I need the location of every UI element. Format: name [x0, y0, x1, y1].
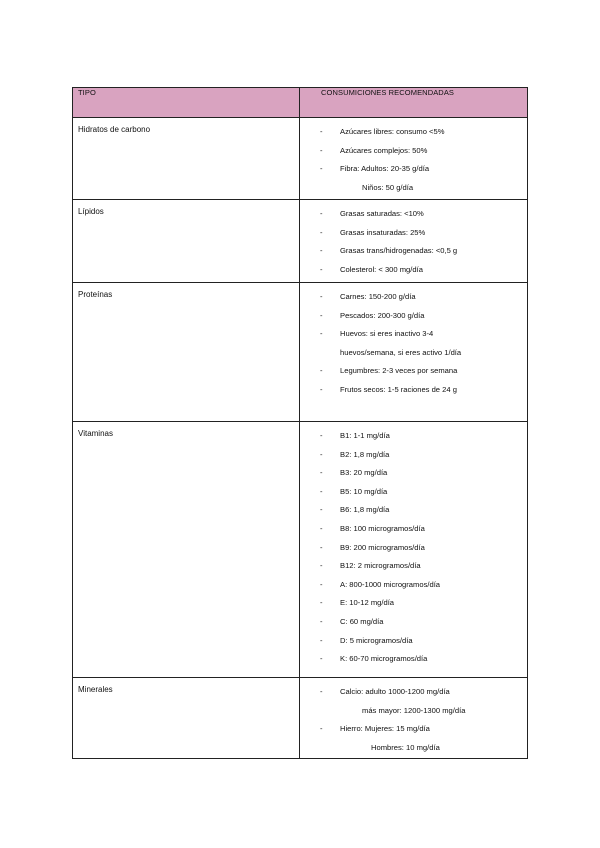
- recommendation-cell: [300, 422, 528, 678]
- list-item: - Grasas insaturadas: 25%: [320, 227, 426, 237]
- list-item: - B12: 2 microgramos/día: [320, 561, 421, 571]
- list-item: - Azúcares libres: consumo <5%: [320, 127, 445, 136]
- type-cell: [73, 422, 300, 678]
- list-item: - B8: 100 microgramos/día: [320, 523, 425, 533]
- header-consumiciones: CONSUMICIONES RECOMENDADAS: [300, 88, 528, 118]
- table-row: [73, 200, 528, 283]
- recommendation-cell: [300, 200, 528, 283]
- recommendation-cell: [300, 118, 528, 200]
- recommendation-cell: [300, 283, 528, 422]
- type-cell: [73, 200, 300, 283]
- recommendation-list: [300, 118, 527, 197]
- list-item: - B5: 10 mg/día: [320, 486, 388, 496]
- list-item: - Fibra: Adultos: 20-35 g/día: [320, 164, 430, 174]
- list-item: - C: 60 mg/día: [320, 616, 384, 626]
- recommendation-list: [300, 422, 527, 669]
- list-item: - Calcio: adulto 1000-1200 mg/día: [320, 687, 450, 696]
- list-item: - Pescados: 200-300 g/día: [320, 310, 425, 320]
- type-label: Lípidos: [78, 207, 104, 216]
- list-item-continuation: huevos/semana, si eres activo 1/día: [340, 347, 462, 357]
- list-item: - Frutos secos: 1-5 raciones de 24 g: [320, 384, 457, 394]
- recommendation-list: [300, 200, 527, 279]
- list-item: - D: 5 microgramos/día: [320, 635, 413, 645]
- recommendation-cell: [300, 678, 528, 759]
- list-item: - Grasas trans/hidrogenadas: <0,5 g: [320, 246, 458, 256]
- list-item: - Carnes: 150-200 g/día: [320, 292, 416, 301]
- list-item-continuation: Niños: 50 g/día: [362, 182, 414, 192]
- type-label: Hidratos de carbono: [78, 125, 151, 134]
- type-cell: [73, 118, 300, 200]
- list-item: - B3: 20 mg/día: [320, 468, 388, 478]
- list-item: - Huevos: si eres inactivo 3-4: [320, 329, 434, 339]
- type-label: Proteínas: [78, 290, 113, 299]
- list-item: - B6: 1,8 mg/día: [320, 505, 390, 515]
- type-label: Minerales: [78, 685, 113, 694]
- header-tipo: TIPO: [73, 88, 300, 118]
- list-item: - A: 800-1000 microgramos/día: [320, 579, 441, 589]
- type-cell: [73, 283, 300, 422]
- list-item-continuation: Hombres: 10 mg/día: [371, 742, 440, 752]
- recommendation-list: [300, 283, 527, 400]
- list-item: - B2: 1,8 mg/día: [320, 449, 390, 459]
- list-item: - B1: 1-1 mg/día: [320, 431, 390, 440]
- list-item: - Hierro: Mujeres: 15 mg/día: [320, 724, 430, 734]
- list-item: - E: 10-12 mg/día: [320, 598, 395, 608]
- type-cell: [73, 678, 300, 759]
- table-row: [73, 422, 528, 678]
- table-row: [73, 118, 528, 200]
- list-item: - Azúcares complejos: 50%: [320, 145, 428, 155]
- nutrition-table: [72, 87, 528, 759]
- table-row: [73, 283, 528, 422]
- recommendation-list: [300, 678, 527, 757]
- list-item: - Legumbres: 2-3 veces por semana: [320, 366, 458, 376]
- list-item: - Grasas saturadas: <10%: [320, 209, 424, 218]
- list-item: - B9: 200 microgramos/día: [320, 542, 425, 552]
- type-label: Vitaminas: [78, 429, 113, 438]
- table-header-row: [73, 88, 528, 118]
- list-item-continuation: más mayor: 1200-1300 mg/día: [362, 705, 466, 715]
- list-item: - Colesterol: < 300 mg/día: [320, 264, 423, 274]
- list-item: - K: 60-70 microgramos/día: [320, 654, 428, 664]
- table-row: [73, 678, 528, 759]
